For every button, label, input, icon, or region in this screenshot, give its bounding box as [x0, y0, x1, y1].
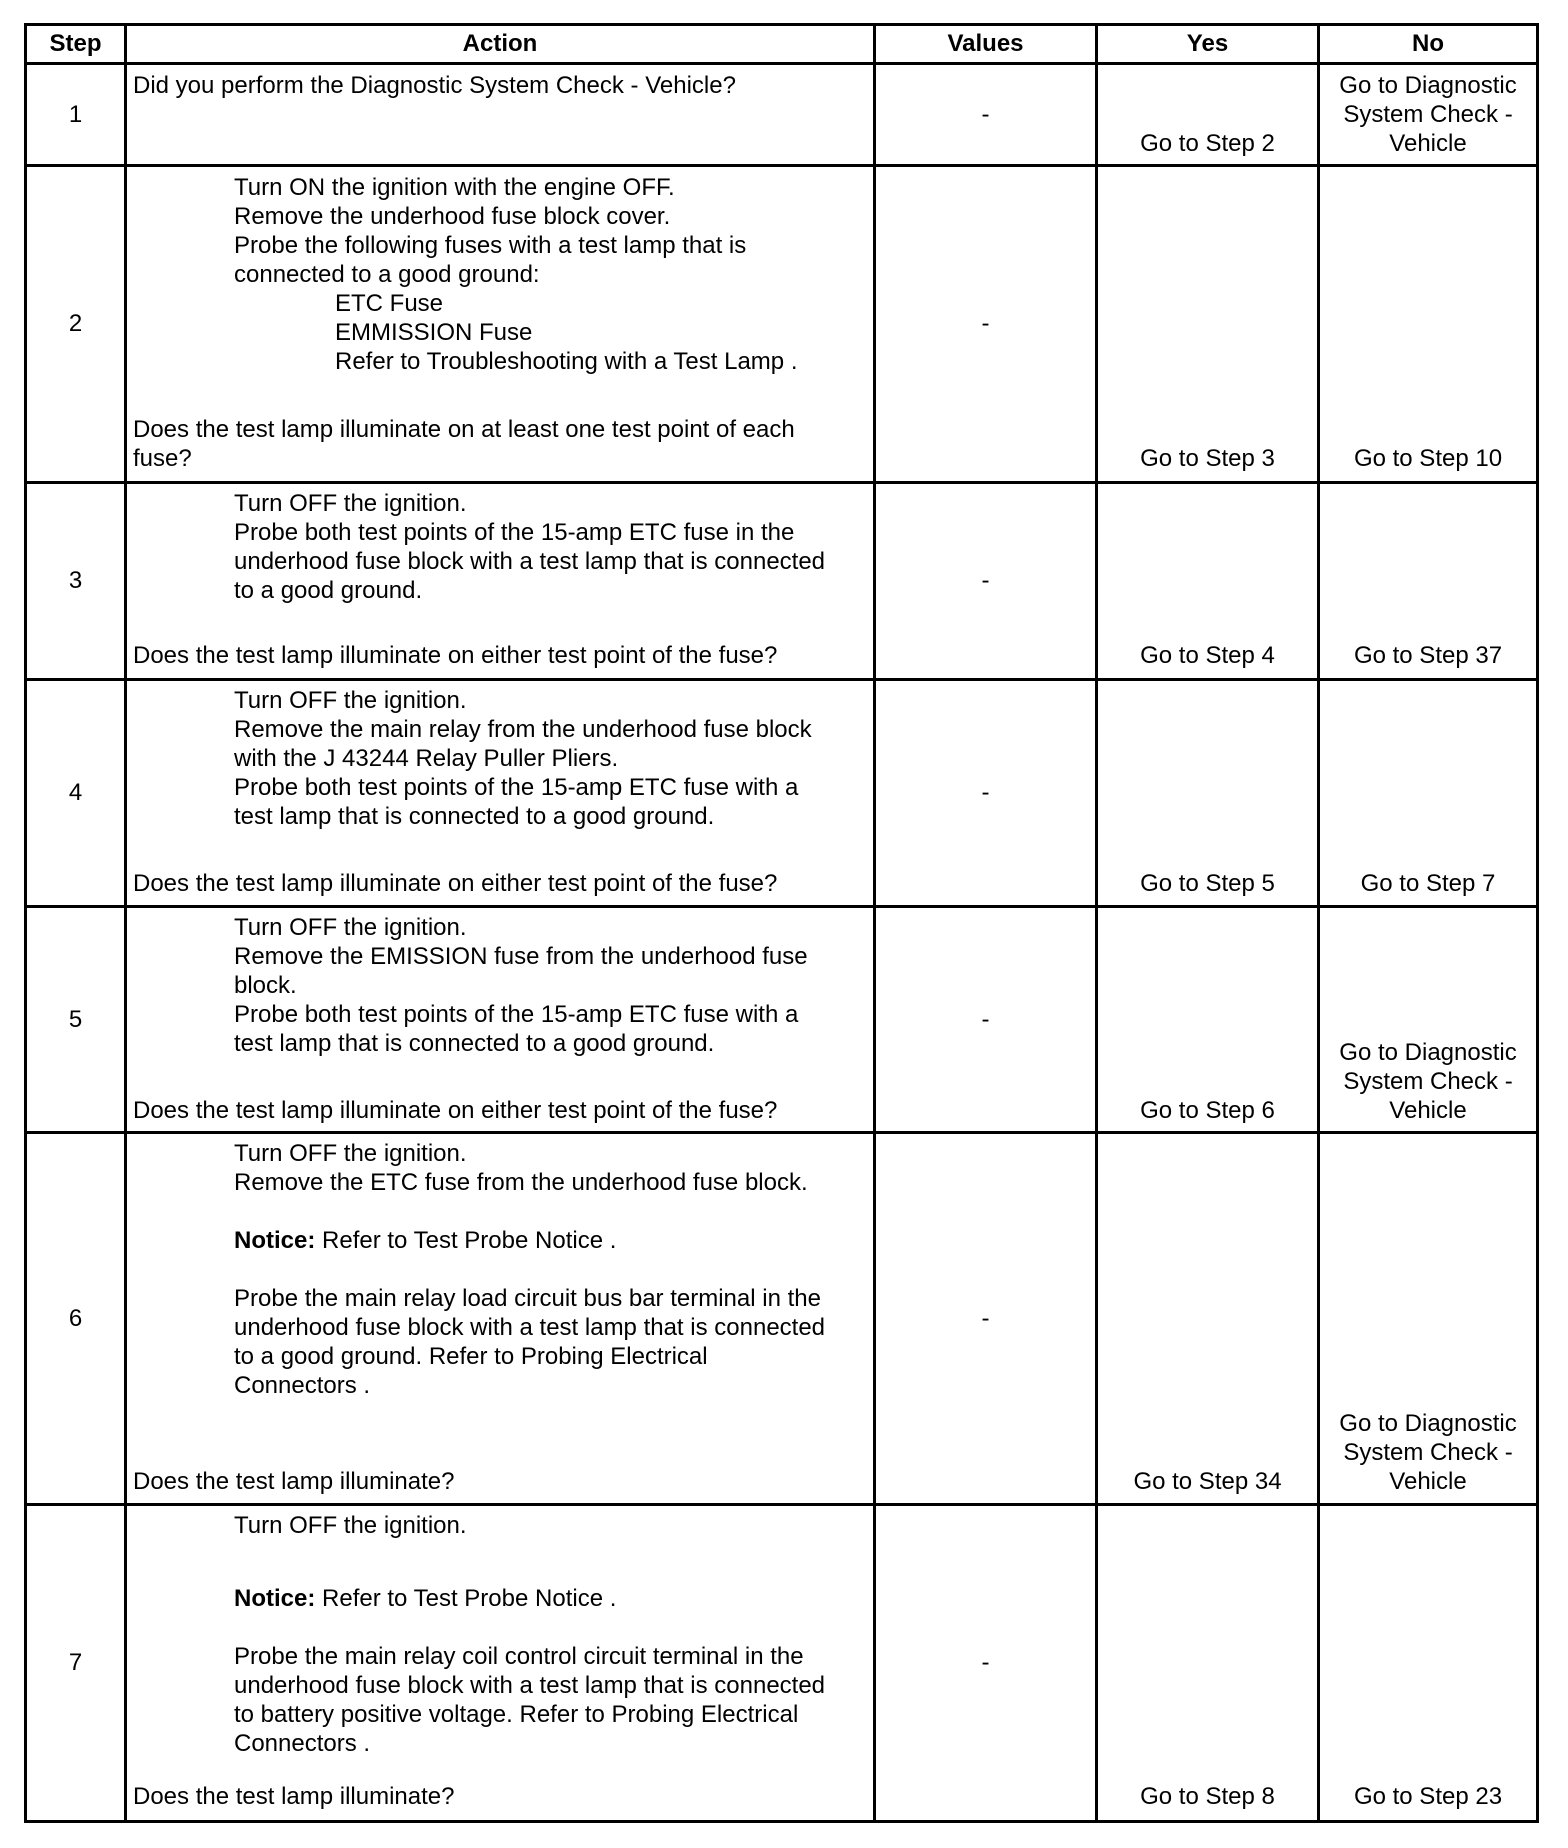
- instruction-line: Turn OFF the ignition.: [234, 1140, 467, 1167]
- instruction-line: block.: [234, 972, 297, 999]
- question-line: Does the test lamp illuminate on at least one test point of each: [133, 416, 795, 443]
- notice-text[interactable]: Refer to Test Probe Notice .: [315, 1227, 617, 1254]
- header-step: Step: [49, 30, 102, 57]
- action-question: Does the test lamp illuminate on either test point of the fuse?: [133, 1097, 778, 1124]
- action-question: [133, 415, 795, 473]
- instruction-line: Turn OFF the ignition.: [234, 1512, 467, 1539]
- instruction-line: Probe both test points of the 15-amp ETC fuse in the: [234, 519, 795, 546]
- values-cell: -: [981, 1005, 990, 1033]
- values-cell: -: [981, 310, 990, 337]
- step-number: 4: [68, 779, 83, 806]
- notice-label: Notice:: [234, 1227, 316, 1254]
- action-instructions: [234, 489, 825, 605]
- header-action: Action: [462, 30, 538, 57]
- action-question: Did you perform the Diagnostic System Check - Vehicle?: [133, 72, 736, 99]
- action-question: Does the test lamp illuminate on either test point of the fuse?: [133, 642, 778, 669]
- instruction-line: underhood fuse block with a test lamp that is connected: [234, 1314, 826, 1341]
- instruction-line: test lamp that is connected to a good ground.: [234, 1030, 715, 1057]
- values-cell: -: [981, 779, 990, 806]
- no-link[interactable]: Go to Step 23: [1353, 1783, 1503, 1810]
- action-instructions: [234, 686, 812, 831]
- no-link-line: Go to Diagnostic: [1339, 1410, 1517, 1437]
- instruction-line: Remove the EMISSION fuse from the underhood fuse: [234, 943, 808, 970]
- instruction-line: Turn OFF the ignition.: [234, 914, 467, 941]
- action-instructions: [234, 1642, 825, 1758]
- action-question: Does the test lamp illuminate on either test point of the fuse?: [133, 870, 778, 897]
- instruction-line: Connectors .: [234, 1372, 371, 1399]
- notice: [234, 1584, 616, 1613]
- diagnostic-table: [24, 23, 1539, 1823]
- no-link-line: Vehicle: [1389, 1468, 1467, 1495]
- instruction-line: Remove the ETC fuse from the underhood fuse block.: [234, 1169, 808, 1196]
- values-cell: -: [981, 1304, 990, 1332]
- fuse-item: ETC Fuse: [335, 290, 444, 317]
- no-link-line: System Check -: [1343, 1439, 1513, 1466]
- instruction-line: underhood fuse block with a test lamp that is connected: [234, 548, 826, 575]
- no-link-line: Vehicle: [1389, 1097, 1467, 1124]
- action-instructions: [234, 1139, 808, 1197]
- header-values: Values: [947, 30, 1024, 57]
- no-link[interactable]: Go to Step 37: [1353, 642, 1503, 669]
- table-row: [27, 681, 1536, 905]
- reference-link[interactable]: Refer to Troubleshooting with a Test Lamp .: [335, 348, 798, 375]
- step-number: 5: [68, 1005, 83, 1033]
- no-link[interactable]: Go to Step 7: [1360, 870, 1496, 897]
- table-row: [27, 1134, 1536, 1503]
- values-cell: -: [981, 1649, 990, 1676]
- values-cell: -: [981, 567, 990, 594]
- no-link-line: Go to Diagnostic: [1339, 1039, 1517, 1066]
- instruction-line: Probe the main relay load circuit bus bar terminal in the: [234, 1285, 821, 1312]
- no-link-line: Vehicle: [1389, 130, 1467, 157]
- yes-link[interactable]: Go to Step 4: [1140, 642, 1275, 669]
- action-instructions: [234, 1511, 467, 1540]
- instruction-line: Connectors .: [234, 1730, 371, 1757]
- action-instructions: [234, 913, 808, 1058]
- yes-link[interactable]: Go to Step 5: [1140, 870, 1275, 897]
- no-link-line: System Check -: [1343, 101, 1513, 128]
- step-number: 6: [68, 1304, 83, 1332]
- yes-link[interactable]: Go to Step 6: [1140, 1097, 1275, 1124]
- table-row: [27, 167, 1536, 481]
- instruction-line: Probe the main relay coil control circuit terminal in the: [234, 1643, 804, 1670]
- table-header: [27, 26, 1536, 62]
- step-number: 3: [68, 567, 83, 594]
- yes-link[interactable]: Go to Step 3: [1140, 445, 1275, 472]
- table-row: [27, 908, 1536, 1131]
- instruction-line: underhood fuse block with a test lamp that is connected: [234, 1672, 826, 1699]
- action-question: Does the test lamp illuminate?: [133, 1783, 455, 1810]
- step-number: 2: [68, 310, 83, 337]
- yes-link[interactable]: Go to Step 8: [1140, 1783, 1275, 1810]
- instruction-line: test lamp that is connected to a good ground.: [234, 803, 715, 830]
- header-yes: Yes: [1186, 30, 1229, 57]
- question-line: fuse?: [133, 445, 192, 472]
- notice-label: Notice:: [234, 1585, 316, 1612]
- instruction-line: Remove the underhood fuse block cover.: [234, 203, 671, 230]
- action-question: Does the test lamp illuminate?: [133, 1468, 455, 1495]
- no-link[interactable]: [1320, 1038, 1536, 1125]
- no-link-line: Go to Diagnostic: [1339, 72, 1517, 99]
- instruction-line: Probe both test points of the 15-amp ETC fuse with a: [234, 774, 799, 801]
- notice: [234, 1226, 616, 1255]
- instruction-line: to a good ground. Refer to Probing Electrical: [234, 1343, 708, 1370]
- header-no: No: [1412, 30, 1444, 57]
- values-cell: -: [981, 100, 990, 128]
- instruction-line: Turn OFF the ignition.: [234, 687, 467, 714]
- table-row: [27, 1506, 1536, 1820]
- instruction-line: Remove the main relay from the underhood fuse block: [234, 716, 812, 743]
- instruction-line: connected to a good ground:: [234, 261, 540, 288]
- step-number: 1: [68, 100, 83, 128]
- action-instructions: [234, 1284, 825, 1400]
- instruction-line: to a good ground.: [234, 577, 423, 604]
- no-link[interactable]: [1320, 1409, 1536, 1496]
- no-link[interactable]: Go to Step 10: [1353, 445, 1503, 472]
- notice-text[interactable]: Refer to Test Probe Notice .: [315, 1585, 617, 1612]
- instruction-line: Probe the following fuses with a test lamp that is: [234, 232, 747, 259]
- step-number: 7: [68, 1649, 83, 1676]
- table-row: [27, 65, 1536, 164]
- no-link-line: System Check -: [1343, 1068, 1513, 1095]
- instruction-line: Turn ON the ignition with the engine OFF.: [234, 174, 675, 201]
- fuse-item: EMMISSION Fuse: [335, 319, 533, 346]
- instruction-line: Probe both test points of the 15-amp ETC fuse with a: [234, 1001, 799, 1028]
- no-link[interactable]: [1320, 71, 1536, 158]
- instruction-line: Turn OFF the ignition.: [234, 490, 467, 517]
- yes-link[interactable]: Go to Step 34: [1133, 1468, 1282, 1495]
- fuse-list: [335, 289, 797, 376]
- instruction-line: with the J 43244 Relay Puller Pliers.: [234, 745, 619, 772]
- instruction-line: to battery positive voltage. Refer to Probing Electrical: [234, 1701, 799, 1728]
- yes-link[interactable]: Go to Step 2: [1140, 130, 1275, 157]
- table-row: [27, 484, 1536, 678]
- action-instructions: [234, 173, 746, 289]
